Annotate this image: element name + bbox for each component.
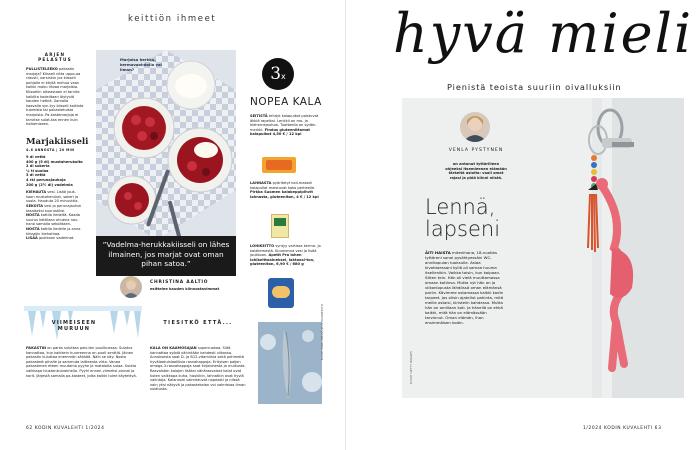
author-portrait bbox=[460, 112, 490, 142]
recipe-step: NOSTA kattila liedelle ja anna kiisselin kiehahtaa. bbox=[26, 226, 81, 236]
product-pack-pirkka bbox=[271, 214, 289, 238]
arjen-title-1: ARJEN bbox=[44, 52, 66, 57]
kala-title: NOPEA KALA bbox=[250, 96, 322, 108]
ingredient-list bbox=[26, 155, 84, 187]
page-title: hyvä mieli bbox=[393, 2, 694, 65]
ingredient-item: 400 g (5 dl) mustaherukoita bbox=[26, 159, 83, 164]
arjen-intro-lead: PULLISTELEEKO bbox=[26, 67, 58, 71]
frozen-fish-illustration bbox=[258, 322, 322, 404]
article-body bbox=[425, 250, 505, 390]
product-pack-apetit bbox=[268, 278, 294, 308]
ingredient-item: ¼ tl suolaa bbox=[26, 168, 49, 173]
viimeiseen-body: PAKASTIN on paras suluttaa pois-ten puulikuessa. Sulatus kannattaa, kun kaikkein huurreenna on puoli senttiä. Jäinen pakastin kuluttaa enemmän sähköä. Näin se käy: Nosta pakasteet pihalle ja sammuta laitteesta virta. Vanaa pakastimen eteen muutama pyyhe ja mataloita sulaa. Sulata vaikkapa hiustenkuivaimella. Pyyhi ennen viimeksi pinnat ja korit. Järjestä samalla pa-kasteet, jotta kaikki tulee käytettyä. bbox=[26, 346, 137, 378]
article-headline: Lennä, lapseni bbox=[425, 195, 501, 241]
article-lead: ÄITI HAISTA bbox=[425, 250, 451, 255]
kala-item-1: SEITISTÄ tehdyt kalapuikot paistuvat äkkiä rapeiksi. Lenkkii on mo- ja kiehernejauhoa. Tuotteella on sydän-merkki. Findus gluteenittomat kalapuikot 4,50 € / 12 kpl bbox=[250, 114, 319, 137]
recipe-step: NOSTA kattila liedeltä. Kaada suurus kattilaan ohuena nau-hana samalla sekoittaen. bbox=[26, 213, 80, 227]
recipe-step: KIEHAUTA vesi. Lisää jouk-koon mustaherukat, sokeri ja suola. Hauduta 20 minuuttia. bbox=[26, 190, 79, 204]
kala-item-3: LOHIKEITTO syntyy vartissa kerma- ja kalaliemestä. Kuumenna vesi ja lisää joukkoon. Apetit Pro lohen lohikeittoaineksel, laktoosi-ton, gluteeniton, 6,90 € / 680 g bbox=[250, 244, 321, 267]
avatar-portrait bbox=[120, 276, 142, 298]
author-description: on antanut tyttärilleen ohjeeksi itsemieenen elämään tärkeitä asioita: vaali omat rajasi ja pidä kiinni niistä. bbox=[445, 162, 507, 180]
kiisseli-illustration bbox=[96, 50, 236, 260]
left-page bbox=[0, 0, 346, 450]
ingredient-item: 2 dl sokeria bbox=[26, 164, 50, 169]
recipe-title: Marjakiisseli bbox=[26, 137, 89, 147]
arjen-intro-text: pakastin marjoja? Kiisseli nitta uppo-aa ratusti, varsinkin jos kiisseli pohjalle ei käytä mehua vaan kaikki maku irtoaa marjoista. Kiisseliin oikeastaan ei tarvita kaikilta kodeiltaan löytyviä kauden hetkiä. Samalla kaavalla syn-tyy kiisseli kaikista tuoreista tai pakastetuista marjoista. Pa-kastemarjoja ei tarvitse sulat-taa ennen kuin hoitamiseen. bbox=[26, 67, 84, 127]
badge-number: 3 bbox=[270, 64, 282, 84]
viimeiseen-title-1: VIIMEISEEN bbox=[51, 320, 97, 326]
quote-author-role: esittelee kauden kiinnostavimmat bbox=[150, 287, 220, 291]
tiesitko-body: KALA ON KAAMOSAJAN superruokaa. Siitä kannattaa syödä vähintään kahdesti viikossa. Annoksesta saat D- ja B12-vitamiinia sekä pehmeitä hyvälaatuisiaalliisia rasvahappoja. Erityisen paljon omega-3-rasvahappoja saat kirjolohesta ja muikusta. Rasvaisten kalojen lisäksi vähärasvaiset kalat ovat kuten vaikkapa kuha, haukikin, lahnatkin ovat hyviä valintoja. Kalaruoat valmistuvat nopeasti ja niissä vain yksi näkyvä ja pakastekalan voi valmistaa ilman sulatusta. bbox=[150, 346, 246, 392]
recipe-step: LISÄÄ joukkoon vadelmat. bbox=[26, 236, 75, 241]
ingredient-item: 3 dl vettä bbox=[26, 173, 46, 178]
section-header: keittiön ihmeet bbox=[128, 14, 217, 24]
author-avatar-right bbox=[460, 112, 490, 142]
ingredient-item: 4 rkl perunajauhoja bbox=[26, 177, 66, 182]
right-page bbox=[347, 0, 696, 450]
viimeiseen-title bbox=[44, 320, 104, 332]
recipe-steps bbox=[26, 190, 84, 266]
author-avatar bbox=[120, 276, 142, 298]
recipe-serving: 4–6 ANNOSTA | 20 MIN bbox=[26, 148, 75, 152]
photo-caption: Marjoisa herkku, kermavaahdolla vai ilman? bbox=[120, 57, 162, 72]
page-subtitle: Pienistä teoista suuriin oivalluksiin bbox=[447, 82, 622, 92]
viimeiseen-title-2: MURUUN bbox=[57, 326, 91, 332]
tiesitko-title: TIESITKÖ ETTÄ... bbox=[163, 320, 233, 326]
quote-text: ”Vadelma-herukkakiisseli on lähes ilmainen, jos marjat ovat oman pihan satoa.” bbox=[102, 240, 230, 269]
author-name: VENLA PYSTYNEN bbox=[448, 148, 504, 153]
ingredient-item: 9 dl vettä bbox=[26, 155, 46, 159]
article-text: mitenihana, 18-vuotias tyttäreni sanoi pysähtyessäni WC-annikopulan tuoksulle. Asiaa kivahtaessani kyllä oli samaa huuma itsellenikin. Vaikka toisin, kun kaipaan. Sitten tein. Hän oli vielä muuttamassa omaan kotiinsa. Mutta nyt hän on jo viikonlopusta lähdössä oman elämänsä pariin. Kävimme ostamassa kaikki kodin tarpeet. Jos olisin ajatellut pahinta, mitä meille ostaisi, kiristelin kahdessa. Mutta hän on omillaan koti. Ja hänellä on ehkä kaikki, mitä hän on elämässään tarvinnut. Oman elämän, ihan ensimmäisen kodin. bbox=[425, 250, 504, 325]
photo-credit-right: KUVAT GETTY IMAGES bbox=[409, 351, 413, 384]
badge-times: x bbox=[281, 72, 286, 81]
footer-right: 1/2024 KODIN KUVALEHTI 63 bbox=[583, 426, 662, 431]
recipe-step: SEKOITA vesi ja perunajauhot tasaiseksi suurustiksi. bbox=[26, 203, 81, 213]
frozen-fish-photo bbox=[258, 322, 322, 404]
arjen-title-2: PELASTUS bbox=[38, 57, 72, 62]
photo-credit-left: KUVAT PANU PÄLVIÄ JA ISTOCKPHOTO bbox=[320, 303, 324, 360]
kala-item-2: LAHNASTA pyöritetyt kali-masset kalapullat maistuvat koko perheelle. Pirkka Suomen kalakeppipihvit lahnasta, gluteeniton, 4 € / 12 kpl bbox=[250, 181, 319, 199]
quote-box bbox=[96, 236, 236, 276]
kiisseli-photo bbox=[96, 50, 236, 260]
quote-author: CHRISTINA AALTIO bbox=[150, 280, 209, 285]
footer-left: 62 KODIN KUVALEHTI 1/2024 bbox=[26, 426, 105, 431]
product-pack-findus bbox=[262, 157, 296, 173]
arjen-column bbox=[26, 52, 89, 266]
ingredient-item: 200 g (2½ dl) vadelmia bbox=[26, 182, 73, 187]
arjen-intro bbox=[26, 67, 84, 133]
badge-3x bbox=[262, 58, 294, 90]
